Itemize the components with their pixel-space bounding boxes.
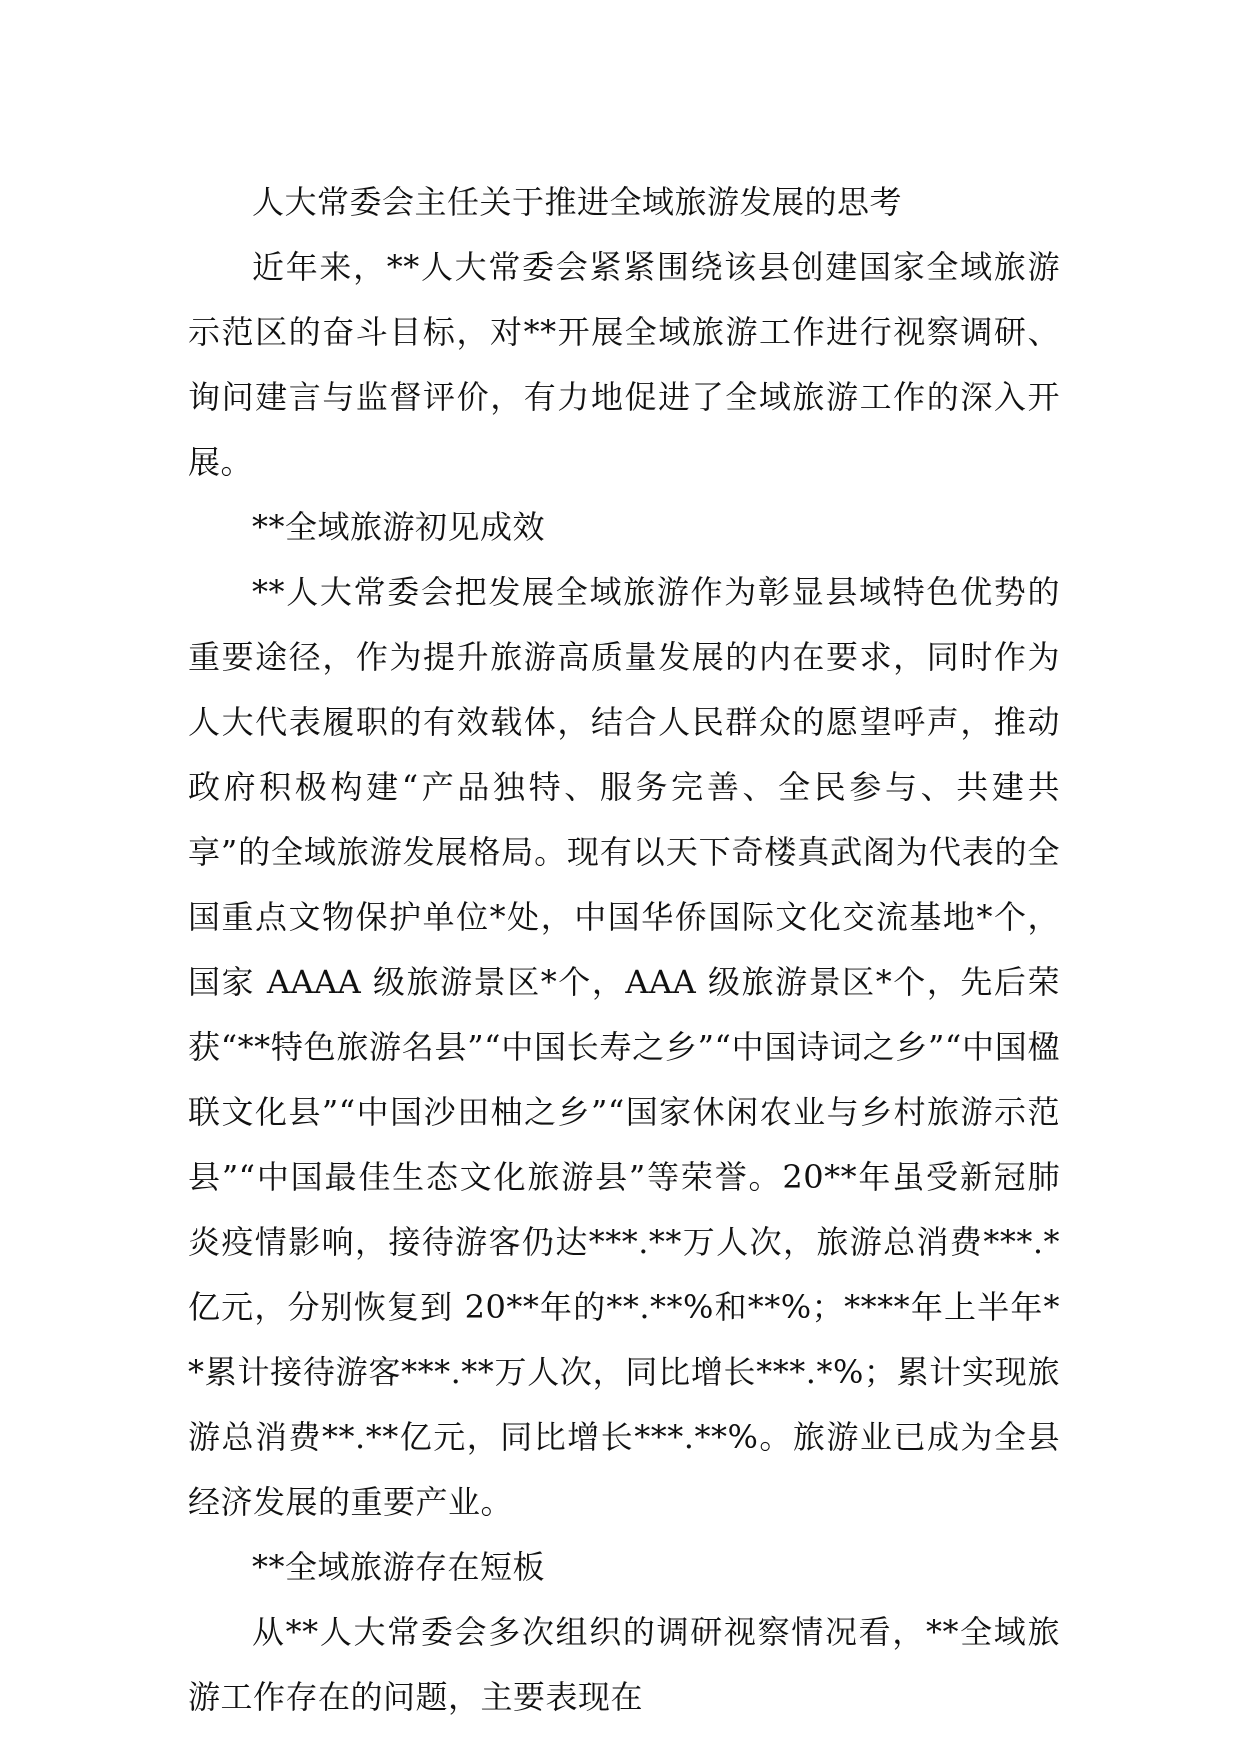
paragraph-intro: 近年来，**人大常委会紧紧围绕该县创建国家全域旅游示范区的奋斗目标，对**开展全域旅游工作进行视察调研、询问建言与监督评价，有力地促进了全域旅游工作的深入开展。	[188, 248, 1060, 481]
paragraph-results: **人大常委会把发展全域旅游作为彰显县域特色优势的重要途径，作为提升旅游高质量发展的内在要求，同时作为人大代表履职的有效载体，结合人民群众的愿望呼声，推动政府积极构建“产品独特、服务完善、全民参与、共建共享”的全域旅游发展格局。现有以天下奇楼真武阁为代表的全国重点文物保护单位*处，中国华侨国际文化交流基地*个，国家 AAAA 级旅游景区*个，AAA 级旅游景区*个，先后荣获“**特色旅游名县”“中国长寿之乡”“中国诗词之乡”“中国楹联文化县”“中国沙田柚之乡”“国家休闲农业与乡村旅游示范县”“中国最佳生态文化旅游县”等荣誉。20**年虽受新冠肺炎疫情影响，接待游客仍达***.**万人次，旅游总消费***.*亿元，分别恢复到 20**年的**.**%和**%；****年上半年**累计接待游客***.**万人次，同比增长***.*%；累计实现旅游总消费**.**亿元，同比增长***.**%。旅游业已成为全县经济发展的重要产业。	[188, 573, 1060, 1521]
section-heading-results: **全域旅游初见成效	[252, 508, 546, 546]
section-heading-shortcomings: **全域旅游存在短板	[252, 1548, 546, 1586]
document-title: 人大常委会主任关于推进全域旅游发展的思考	[252, 183, 903, 221]
paragraph-shortcomings: 从**人大常委会多次组织的调研视察情况看，**全域旅游工作存在的问题，主要表现在	[188, 1613, 1060, 1716]
